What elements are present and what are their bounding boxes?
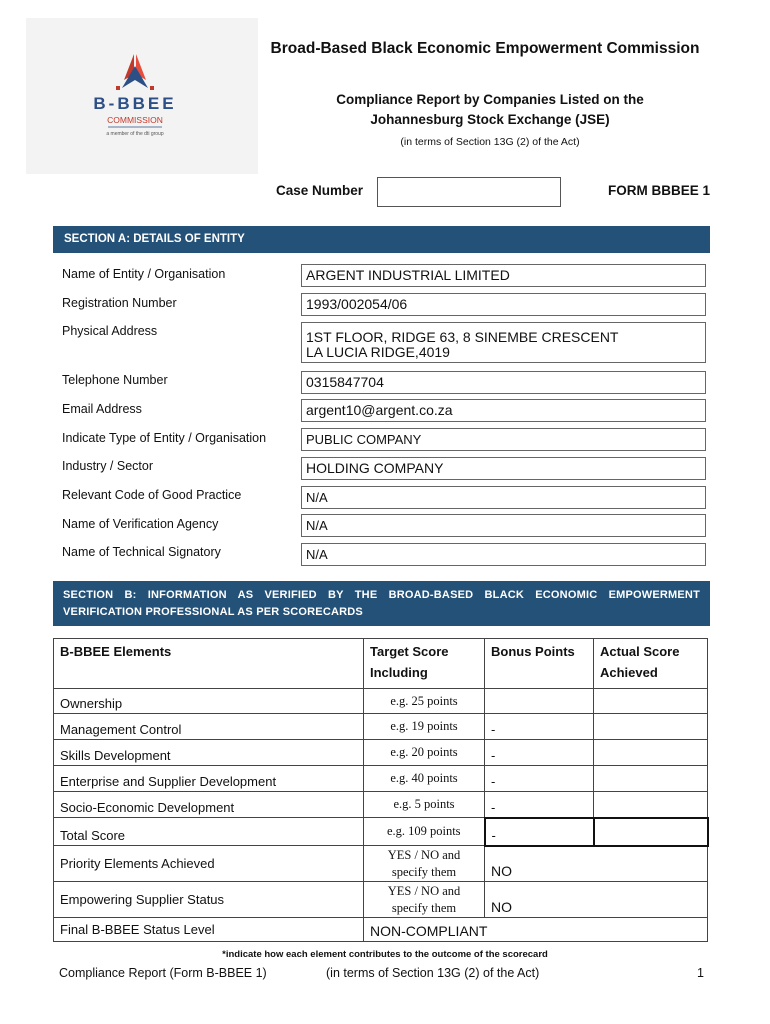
bonus-skills-development[interactable]: - <box>485 740 594 766</box>
element-skills-development: Skills Development <box>54 740 364 766</box>
section-a-header: SECTION A: DETAILS OF ENTITY <box>53 226 710 253</box>
element-ownership: Ownership <box>54 689 364 714</box>
table-row <box>54 882 708 918</box>
address-line-1: 1ST FLOOR, RIDGE 63, 8 SINEMBE CRESCENT <box>306 329 619 345</box>
table-row <box>54 918 708 942</box>
scorecard-header-row <box>54 639 708 689</box>
case-number-field[interactable] <box>377 177 561 207</box>
logo-brand-text: B-BBEE <box>93 94 177 113</box>
target-skills-development: e.g. 20 points <box>364 740 485 766</box>
logo-graphic <box>26 18 258 174</box>
telephone-field[interactable]: 0315847704 <box>301 371 706 394</box>
target-management-control: e.g. 19 points <box>364 714 485 740</box>
final-status-value[interactable]: NON-COMPLIANT <box>364 918 708 942</box>
actual-socio-economic-development[interactable] <box>594 792 708 818</box>
subtitle-line-2: Johannesburg Stock Exchange (JSE) <box>370 112 610 127</box>
supplier-hint-line-1: YES / NO and <box>387 883 461 898</box>
case-number-label: Case Number <box>276 183 364 198</box>
technical-signatory-label: Name of Technical Signatory <box>62 545 221 559</box>
table-row <box>54 792 708 818</box>
actual-skills-development[interactable] <box>594 740 708 766</box>
subtitle-line-1: Compliance Report by Companies Listed on the <box>336 92 644 107</box>
footer-report-name: Compliance Report (Form B-BBEE 1) <box>59 966 267 980</box>
code-of-practice-label: Relevant Code of Good Practice <box>62 488 242 502</box>
actual-ownership[interactable] <box>594 689 708 714</box>
actual-header-line-1: Actual Score <box>600 644 680 659</box>
table-row <box>54 740 708 766</box>
entity-name-field[interactable]: ARGENT INDUSTRIAL LIMITED <box>301 264 706 287</box>
element-socio-economic-development: Socio-Economic Development <box>54 792 364 818</box>
page-title: Broad-Based Black Economic Empowerment Commission <box>270 40 700 57</box>
table-row <box>54 766 708 792</box>
entity-type-field[interactable]: PUBLIC COMPANY <box>301 428 706 451</box>
scorecard-note: *indicate how each element contributes to the outcome of the scorecard <box>222 949 548 960</box>
supplier-hint-line-2: specify them <box>391 900 457 915</box>
page-number: 1 <box>697 966 704 980</box>
section-b-header: SECTION B: INFORMATION AS VERIFIED BY THE BROAD-BASED BLACK ECONOMIC EMPOWERMENT VERIFICATION PROFESSIONAL AS PER SCORECARDS <box>53 581 710 626</box>
actual-header-line-2: Achieved <box>600 665 658 680</box>
actual-total-score[interactable] <box>594 818 708 846</box>
element-enterprise-supplier-development: Enterprise and Supplier Development <box>54 766 364 792</box>
email-field[interactable]: argent10@argent.co.za <box>301 399 706 422</box>
empowering-supplier-hint <box>364 882 485 918</box>
target-total-score: e.g. 109 points <box>364 818 485 846</box>
email-label: Email Address <box>62 402 142 416</box>
element-management-control: Management Control <box>54 714 364 740</box>
table-row <box>54 818 708 846</box>
table-row <box>54 714 708 740</box>
bonus-total-score[interactable]: - <box>485 818 594 846</box>
logo-tagline: a member of the dti group <box>106 131 164 137</box>
bonus-enterprise-supplier-development[interactable]: - <box>485 766 594 792</box>
bonus-management-control[interactable]: - <box>485 714 594 740</box>
target-header-line-1: Target Score <box>370 644 449 659</box>
elements-header: B-BBEE Elements <box>54 639 364 689</box>
act-reference: (in terms of Section 13G (2) of the Act) <box>400 136 580 148</box>
verification-agency-field[interactable]: N/A <box>301 514 706 537</box>
priority-elements-hint <box>364 846 485 882</box>
target-score-header <box>364 639 485 689</box>
code-of-practice-field[interactable]: N/A <box>301 486 706 509</box>
target-socio-economic-development: e.g. 5 points <box>364 792 485 818</box>
target-header-line-2: Including <box>370 665 428 680</box>
priority-elements-value[interactable]: NO <box>485 846 708 882</box>
physical-address-label: Physical Address <box>62 324 158 338</box>
target-ownership: e.g. 25 points <box>364 689 485 714</box>
verification-agency-label: Name of Verification Agency <box>62 517 219 531</box>
element-total-score: Total Score <box>54 818 364 846</box>
priority-hint-line-2: specify them <box>391 864 457 879</box>
entity-type-label: Indicate Type of Entity / Organisation <box>62 431 267 445</box>
bonus-socio-economic-development[interactable]: - <box>485 792 594 818</box>
table-row <box>54 689 708 714</box>
actual-management-control[interactable] <box>594 714 708 740</box>
entity-name-label: Name of Entity / Organisation <box>62 267 226 281</box>
table-row <box>54 846 708 882</box>
industry-label: Industry / Sector <box>62 459 154 473</box>
registration-number-label: Registration Number <box>62 296 177 310</box>
address-line-2: LA LUCIA RIDGE,4019 <box>306 344 450 360</box>
priority-elements-label: Priority Elements Achieved <box>54 846 364 882</box>
report-subtitle <box>250 90 730 130</box>
final-status-label: Final B-BBEE Status Level <box>54 918 364 942</box>
actual-enterprise-supplier-development[interactable] <box>594 766 708 792</box>
empowering-supplier-label: Empowering Supplier Status <box>54 882 364 918</box>
logo-sub-text: COMMISSION <box>107 115 163 125</box>
empowering-supplier-value[interactable]: NO <box>485 882 708 918</box>
target-enterprise-supplier-development: e.g. 40 points <box>364 766 485 792</box>
bonus-points-header: Bonus Points <box>485 639 594 689</box>
bbbee-commission-logo <box>26 18 258 174</box>
scorecard-table <box>53 638 709 942</box>
telephone-label: Telephone Number <box>62 373 168 387</box>
technical-signatory-field[interactable]: N/A <box>301 543 706 566</box>
form-id: FORM BBBEE 1 <box>607 183 710 198</box>
actual-score-header <box>594 639 708 689</box>
registration-number-field[interactable]: 1993/002054/06 <box>301 293 706 316</box>
footer-act-reference: (in terms of Section 13G (2) of the Act) <box>326 966 540 980</box>
priority-hint-line-1: YES / NO and <box>387 847 461 862</box>
bonus-ownership[interactable] <box>485 689 594 714</box>
physical-address-field[interactable] <box>301 322 706 363</box>
industry-field[interactable]: HOLDING COMPANY <box>301 457 706 480</box>
